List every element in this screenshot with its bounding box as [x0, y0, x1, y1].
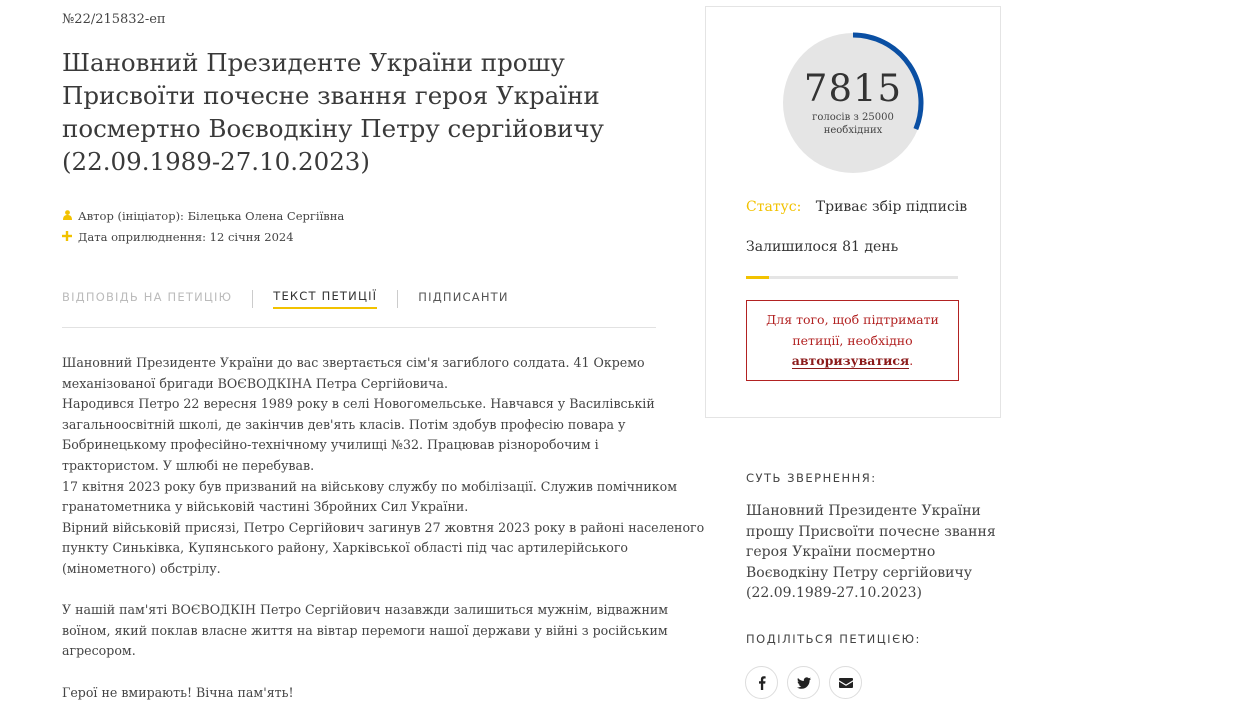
body-line: воїном, який поклав власне життя на вівтар перемоги нашої держави у війні з російським — [62, 622, 668, 638]
body-line: Герої не вмирають! Вічна пам'ять! — [62, 684, 294, 700]
status-value: Триває збір підписів — [815, 199, 968, 215]
body-line: Шановний Президенте України до вас звертається сім'я загиблого солдата. 41 Окремо — [62, 355, 645, 370]
days-remaining: Залишилося 81 день — [746, 239, 899, 255]
title-line: (22.09.1989-27.10.2023) — [62, 147, 370, 176]
summary-line: Воєводкіну Петру сергійовичу — [746, 564, 972, 581]
petition-tabs — [62, 289, 656, 309]
petition-number: №22/215832-еп — [62, 12, 166, 27]
body-line: трактористом. У шлюбі не перебував. — [62, 457, 315, 473]
votes-card — [705, 6, 1001, 418]
summary-label: СУТЬ ЗВЕРНЕННЯ: — [746, 471, 877, 485]
page-title — [62, 46, 622, 178]
paragraph-gap — [62, 662, 662, 683]
summary-text — [746, 501, 1006, 604]
publish-date — [62, 230, 294, 244]
author-text: Автор (ініціатор): Білецька Олена Сергіївна — [78, 209, 345, 223]
tab-divider — [397, 290, 398, 308]
tab-response[interactable]: ВІДПОВІДЬ НА ПЕТИЦІЮ — [62, 290, 233, 304]
share-label: ПОДІЛІТЬСЯ ПЕТИЦІЄЮ: — [746, 632, 921, 646]
login-notice-line: Для того, щоб підтримати — [766, 312, 939, 327]
tab-divider — [252, 290, 253, 308]
share-twitter-button[interactable] — [787, 666, 820, 699]
body-line: Бобринецькому професійно-технічному училищі №32. Працював різноробочим і — [62, 437, 599, 453]
plus-icon — [62, 231, 72, 244]
login-notice-link-line — [747, 351, 958, 372]
petition-body — [62, 353, 705, 703]
title-line: Шановний Президенте України прошу — [62, 48, 565, 77]
title-line: посмертно Воєводкіну Петру сергійовичу — [62, 114, 604, 143]
body-line: Вірний військовій присязі, Петро Сергійович загинув 27 жовтня 2023 року в районі населеного — [62, 519, 705, 535]
tab-petition-text[interactable]: ТЕКСТ ПЕТИЦІЇ — [273, 289, 377, 309]
body-line: загальноосвітній школі, де закінчив дев'ять класів. Потім здобув професію повара у — [62, 416, 626, 432]
body-line: пункту Синьківка, Купянського району, Харківської області під час артилерійського — [62, 540, 629, 556]
votes-count: 7815 — [803, 67, 903, 110]
summary-line: Шановний Президенте України — [746, 503, 981, 519]
votes-caption-line: голосів з 25000 — [812, 112, 894, 123]
body-line: механізованої бригади ВОЄВОДКІНА Петра Сергійовича. — [62, 375, 448, 391]
time-progress-bar — [746, 276, 958, 279]
tab-signers[interactable]: ПІДПИСАНТИ — [418, 290, 509, 304]
share-buttons — [745, 666, 862, 699]
share-email-button[interactable] — [829, 666, 862, 699]
tabs-divider — [62, 327, 656, 328]
user-icon — [62, 210, 72, 223]
status-row — [746, 199, 967, 215]
body-line: 17 квітня 2023 року був призваний на військову службу по мобілізації. Служив помічником — [62, 478, 678, 494]
twitter-icon — [797, 676, 811, 690]
body-line: агресором. — [62, 643, 136, 659]
votes-caption — [781, 111, 925, 137]
login-link[interactable]: авторизуватися — [791, 353, 910, 368]
login-suffix: . — [909, 353, 914, 368]
votes-caption-line: необхідних — [823, 125, 883, 136]
share-facebook-button[interactable] — [745, 666, 778, 699]
time-progress-fill — [746, 276, 769, 279]
paragraph-gap — [62, 580, 662, 601]
body-line: У нашій пам'яті ВОЄВОДКІН Петро Сергійович назавжди залишиться мужнім, відважним — [62, 602, 669, 618]
body-line: гранатометника у військовій частині Збройних Сил України. — [62, 499, 469, 515]
title-line: Присвоїти почесне звання героя України — [62, 81, 600, 110]
body-line: (мінометного) обстрілу. — [62, 560, 221, 576]
facebook-icon — [755, 676, 769, 690]
status-label: Статус: — [746, 199, 802, 215]
login-notice — [746, 300, 959, 381]
email-icon — [839, 676, 853, 690]
summary-line: (22.09.1989-27.10.2023) — [746, 585, 922, 601]
publish-date-text: Дата оприлюднення: 12 січня 2024 — [78, 230, 294, 244]
login-notice-line: петиції, необхідно — [792, 332, 913, 348]
body-line: Народився Петро 22 вересня 1989 року в селі Новогомельське. Навчався у Василівській — [62, 396, 655, 412]
author-info — [62, 209, 344, 223]
summary-line: героя України посмертно — [746, 544, 936, 560]
summary-line: прошу Присвоїти почесне звання — [746, 523, 996, 540]
